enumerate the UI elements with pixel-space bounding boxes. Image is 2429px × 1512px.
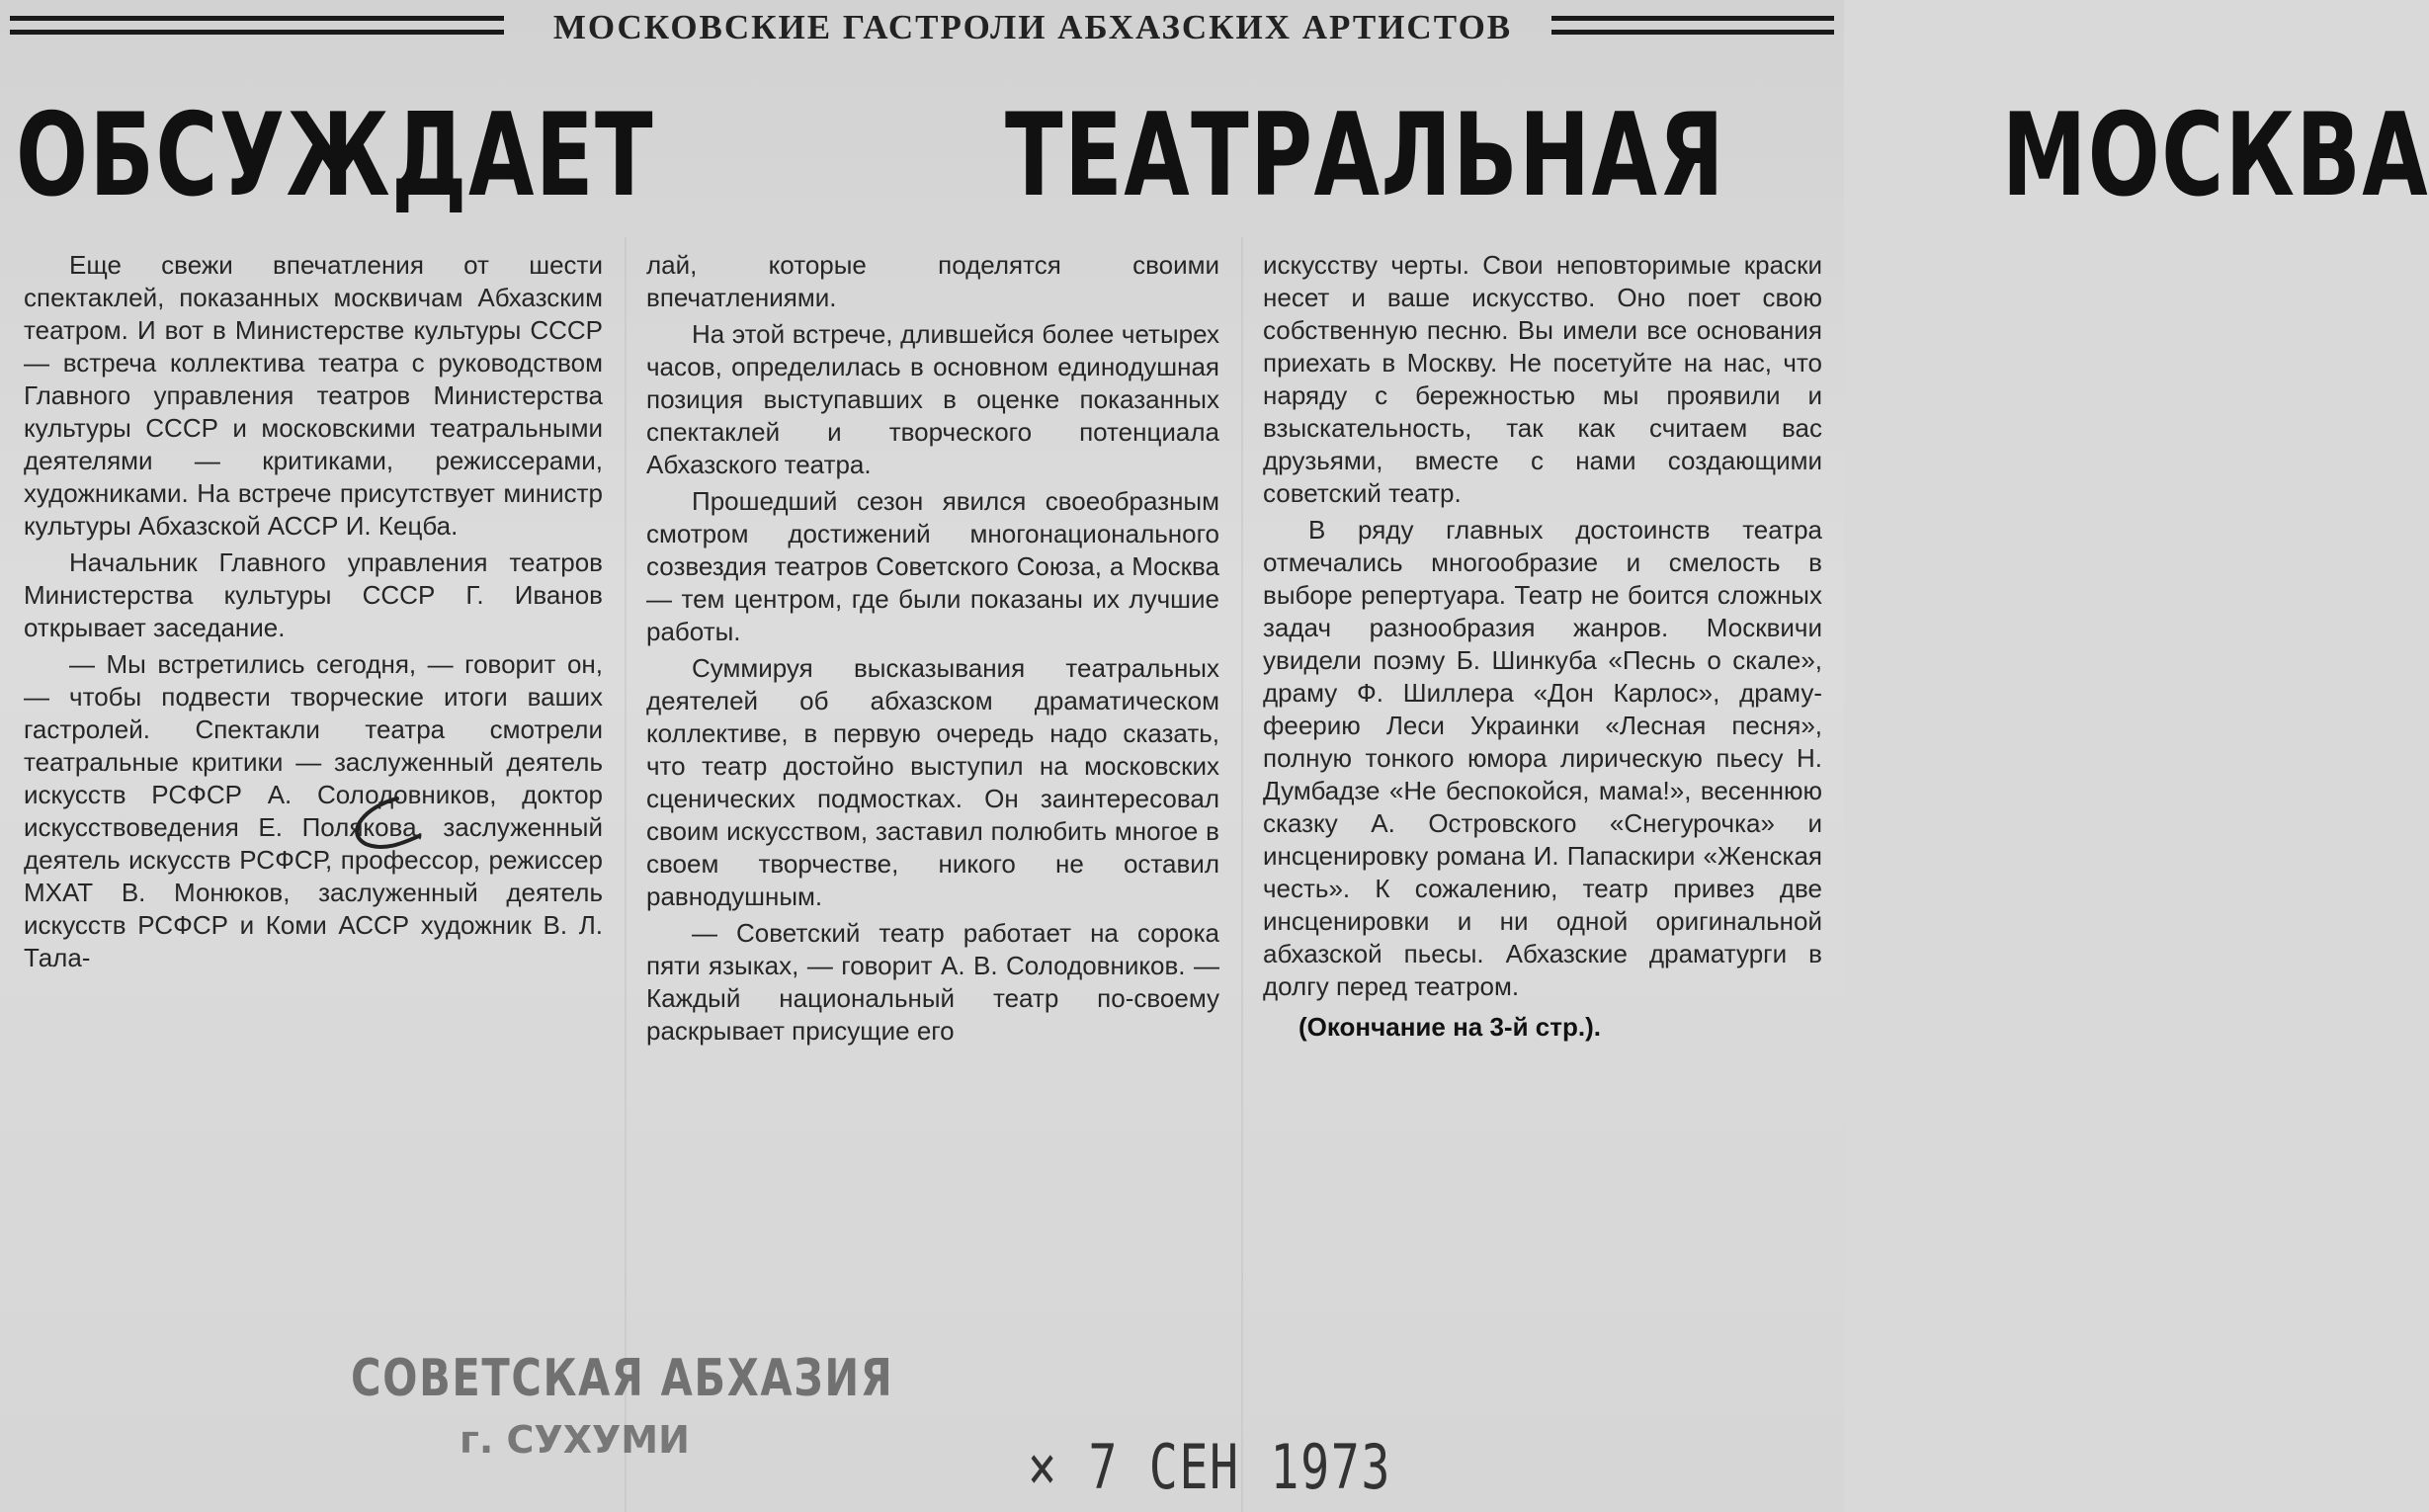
headline-word: ТЕАТРАЛЬНАЯ [1005, 88, 1726, 222]
column-divider [625, 237, 627, 1512]
date-stamp: × 7 СЕН 1973 [1028, 1431, 1392, 1503]
paragraph: — Советский театр работает на сорока пяти языках, — говорит А. В. Солодовников. — Каждый национальный театр по-своему раскрывает присущие его [646, 918, 1219, 1046]
paragraph: Начальник Главного управления театров Министерства культуры СССР Г. Иванов открывает заседание. [24, 547, 603, 642]
stamp-title: СОВЕТСКАЯ АБХАЗИЯ [351, 1349, 894, 1408]
article-column-1 [24, 249, 603, 978]
paragraph: Еще свежи впечатления от шести спектаклей, показанных москвичам Абхазским театром. И вот в Министерстве культуры СССР — встреча коллектива театра с руководством Главного управления театров Министерства культуры СССР и московскими театральными деятелями — критиками, режиссерами, художниками. На встрече присутствует министр культуры Абхазской АССР И. Кецба. [24, 250, 603, 541]
rubric-title: МОСКОВСКИЕ ГАСТРОЛИ АБХАЗСКИХ АРТИСТОВ [552, 8, 1513, 46]
paragraph: искусству черты. Свои неповторимые краски несет и ваше искусство. Оно поет свою собственную песню. Вы имели все основания приехать в Москву. Не посетуйте на нас, что наряду с бережностью мы проявили и взыскательность, так как считаем вас друзьями, вместе с нами создающими советский театр. [1263, 250, 1822, 508]
headline-word: ОБСУЖДАЕТ [16, 88, 655, 222]
paragraph: На этой встрече, длившейся более четырех часов, определилась в основном единодушная позиция выступавших в оценке показанных спектаклей и творческого потенциала Абхазского театра. [646, 319, 1219, 479]
paragraph: — Мы встретились сегодня, — говорит он, — чтобы подвести творческие итоги ваших гастролей. Спектакли театра смотрели театральные критики — заслуженный деятель искусств РСФСР А. Солодовников, доктор искусствоведения Е. Полякова, заслуженный деятель искусств РСФСР, профессор, режиссер МХАТ В. Монюков, заслуженный деятель искусств РСФСР и Коми АССР художник В. Л. Тала- [24, 649, 603, 972]
paragraph: В ряду главных достоинств театра отмечались многообразие и смелость в выборе репертуара. Театр не боится сложных задач разнообразия жанров. Москвичи увидели поэму Б. Шинкуба «Песнь о скале», драму Ф. Шиллера «Дон Карлос», драму-феерию Леси Украинки «Лесная песня», полную тонкого юмора лирическую пьесу Н. Думбадзе «Не беспокойся, мама!», весеннюю сказку А. Островского «Снегурочка» и инсценировку романа И. Папаскири «Женская честь». К сожалению, театр привез две инсценировки и ни одной оригинальной абхазской пьесы. Абхазские драматурги в долгу перед театром. [1263, 515, 1822, 1001]
continuation-note: (Окончание на 3-й стр.). [1298, 1012, 1601, 1042]
paragraph: лай, которые поделятся своими впечатлениями. [646, 250, 1219, 312]
newspaper-stamp [351, 1349, 894, 1462]
headline-word: МОСКВА [2001, 88, 2429, 222]
column-divider [1241, 237, 1243, 1512]
article-column-2 [646, 249, 1219, 1051]
paragraph: Суммируя высказывания театральных деятелей об абхазском драматическом коллективе, в первую очередь надо сказать, что театр достойно выступил на московских сценических подмостках. Он заинтересовал своим искусством, заставил полюбить многое в своем творчестве, никого не оставил равнодушным. [646, 653, 1219, 911]
stamp-city: г. СУХУМИ [460, 1418, 690, 1462]
rubric-rule-right [1551, 16, 1834, 43]
paragraph: Прошедший сезон явился своеобразным смотром достижений многонационального созвездия театров Советского Союза, а Москва — тем центром, где были показаны их лучшие работы. [646, 486, 1219, 646]
article-column-3 [1263, 249, 1822, 1048]
headline [16, 88, 2429, 222]
rubric-rule-left [10, 16, 504, 43]
pen-mark-icon [336, 793, 425, 852]
